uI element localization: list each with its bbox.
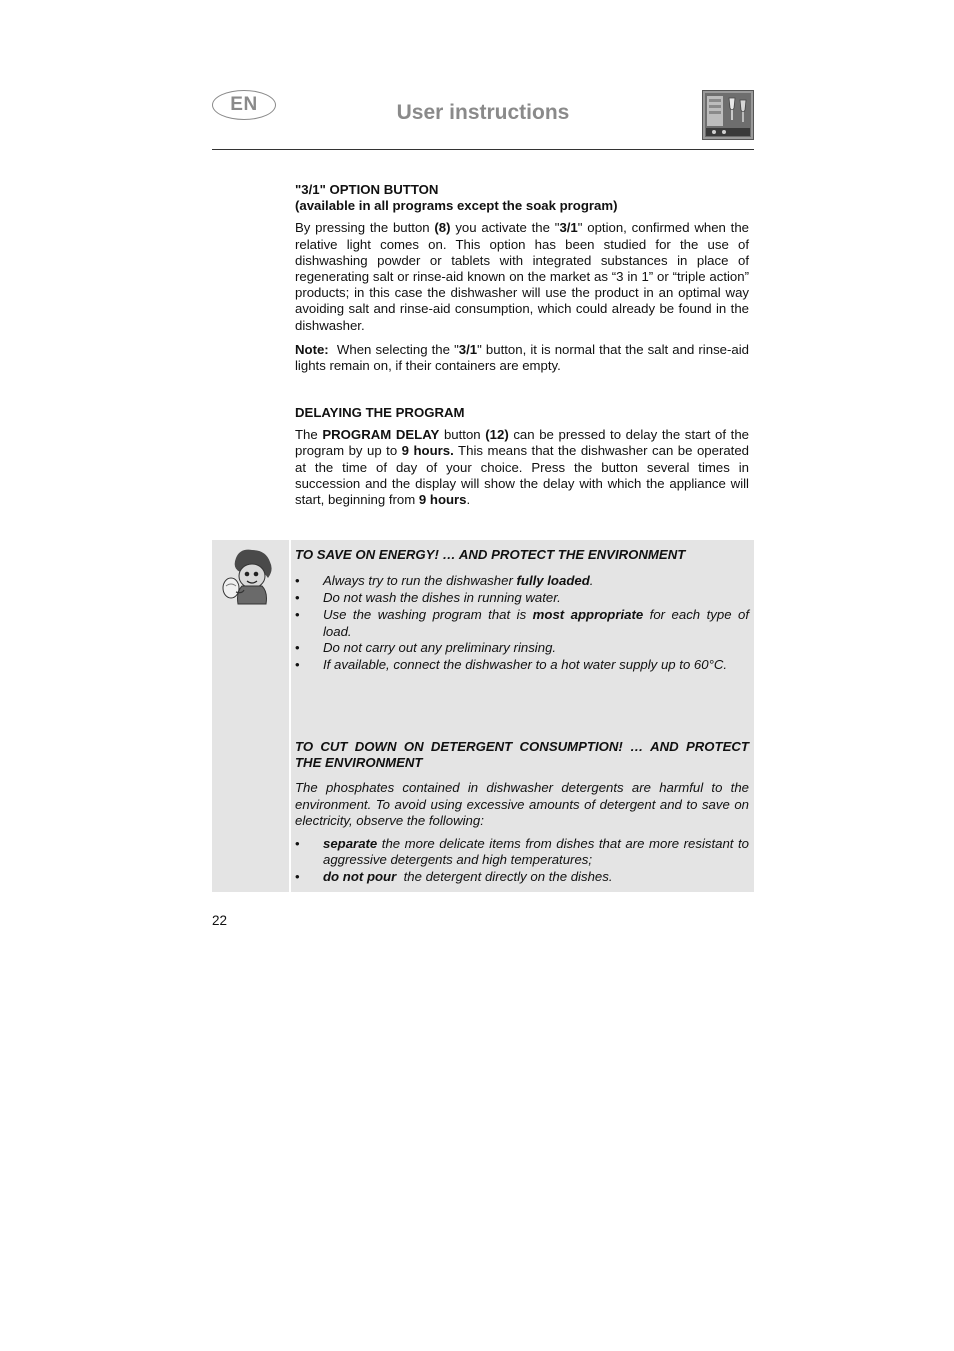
list-item-text: Always try to run the dishwasher (323, 573, 517, 589)
detergent-list (295, 836, 749, 886)
option-body (295, 220, 749, 333)
list-item (295, 836, 749, 868)
list-item (295, 607, 749, 641)
option-body-text: By pressing the button (295, 220, 435, 236)
page-title: User instructions (396, 101, 570, 124)
delay-button-ref: (12) (485, 427, 509, 443)
bullet: • (295, 869, 300, 885)
list-item-text: for each type of load. (323, 606, 749, 639)
note-text: " button, it is normal that the salt and rinse-aid lights remain on, if their containers are empty. (295, 341, 749, 374)
dishwasher-image-icon (702, 90, 754, 140)
list-item-text: . (589, 573, 594, 589)
delay-body-text: The (295, 427, 323, 443)
list-item-text: the more delicate items from dishes that are more resistant to aggressive detergents and high temperatures; (323, 836, 749, 868)
list-item-text: Do not wash the dishes in running water. (323, 590, 561, 605)
delay-hours: 9 hours (418, 492, 467, 508)
note-option-name: 3/1 (458, 341, 478, 357)
delay-section (295, 405, 749, 508)
detergent-intro: The phosphates contained in dishwasher detergents are harmful to the environment. To avoid using excessive amounts of detergent and to save on electricity, observe the following: (295, 780, 749, 828)
energy-list (295, 573, 749, 674)
bullet: • (295, 640, 300, 656)
delay-body-text: . (466, 492, 471, 508)
detergent-heading: TO CUT DOWN ON DETERGENT CONSUMPTION! … AND PROTECT THE ENVIRONMENT (295, 739, 749, 771)
list-item-emphasis: fully loaded (516, 573, 590, 589)
note-label: Note: (295, 341, 329, 357)
language-badge (212, 90, 276, 120)
delay-body (295, 427, 749, 508)
bullet: • (295, 606, 300, 622)
option-subheading: (available in all programs except the soak program) (295, 198, 618, 214)
list-item-emphasis: do not pour (323, 869, 397, 885)
delay-hours: 9 hours. (401, 443, 454, 459)
list-item (295, 657, 749, 674)
list-item (295, 869, 749, 885)
list-item-text: Do not carry out any preliminary rinsing. (323, 640, 557, 656)
option-heading: "3/1" OPTION BUTTON (295, 182, 439, 197)
delay-body-text: can be pressed to delay the start of the program by up to (295, 427, 750, 459)
language-badge-label: EN (230, 94, 258, 115)
option-section (295, 182, 749, 374)
delay-body-text: button (439, 427, 486, 443)
list-item (295, 640, 749, 657)
option-body-text: you activate the " (450, 220, 560, 236)
energy-heading: TO SAVE ON ENERGY! … AND PROTECT THE ENVIRONMENT (295, 547, 686, 562)
list-item (295, 573, 749, 590)
delay-button-name: PROGRAM DELAY (322, 427, 440, 443)
mascot-character-icon (222, 548, 278, 606)
energy-tips (295, 547, 749, 674)
bullet: • (295, 836, 300, 852)
detergent-tips (295, 739, 749, 886)
delay-body-text: This means that the dishwasher can be operated at the time of day of your choice. Press the button several times in succession and the display will show the delay with which the appliance will start, beginning from (295, 443, 750, 508)
page-number: 22 (212, 913, 228, 928)
option-body-text: " option, confirmed when the relative light comes on. This option has been studied for the use of dishwashing powder or tablets with integrated substances in place of regenerating salt or rinse-aid known on the market as “3 in 1” or “triple action” products; in this case the dishwasher will use the product in an optimal way avoiding salt and rinse-aid consumption, which could already be found in the dishwasher. (295, 220, 749, 333)
bullet: • (295, 657, 300, 673)
list-item-emphasis: most appropriate (532, 606, 644, 622)
note-text: When selecting the " (328, 341, 459, 357)
option-body-option-name: 3/1 (559, 220, 578, 236)
option-body-button-ref: (8) (434, 220, 451, 236)
list-item-text: Use the washing program that is (323, 606, 533, 622)
list-item (295, 590, 749, 607)
delay-heading: DELAYING THE PROGRAM (295, 405, 465, 420)
bullet: • (295, 573, 300, 589)
header-divider (212, 149, 754, 150)
list-item-emphasis: separate (323, 836, 378, 852)
option-note (295, 342, 749, 374)
list-item-text: If available, connect the dishwasher to a hot water supply up to 60°C. (323, 657, 728, 673)
list-item-text: the detergent directly on the dishes. (396, 869, 613, 885)
bullet: • (295, 590, 300, 605)
